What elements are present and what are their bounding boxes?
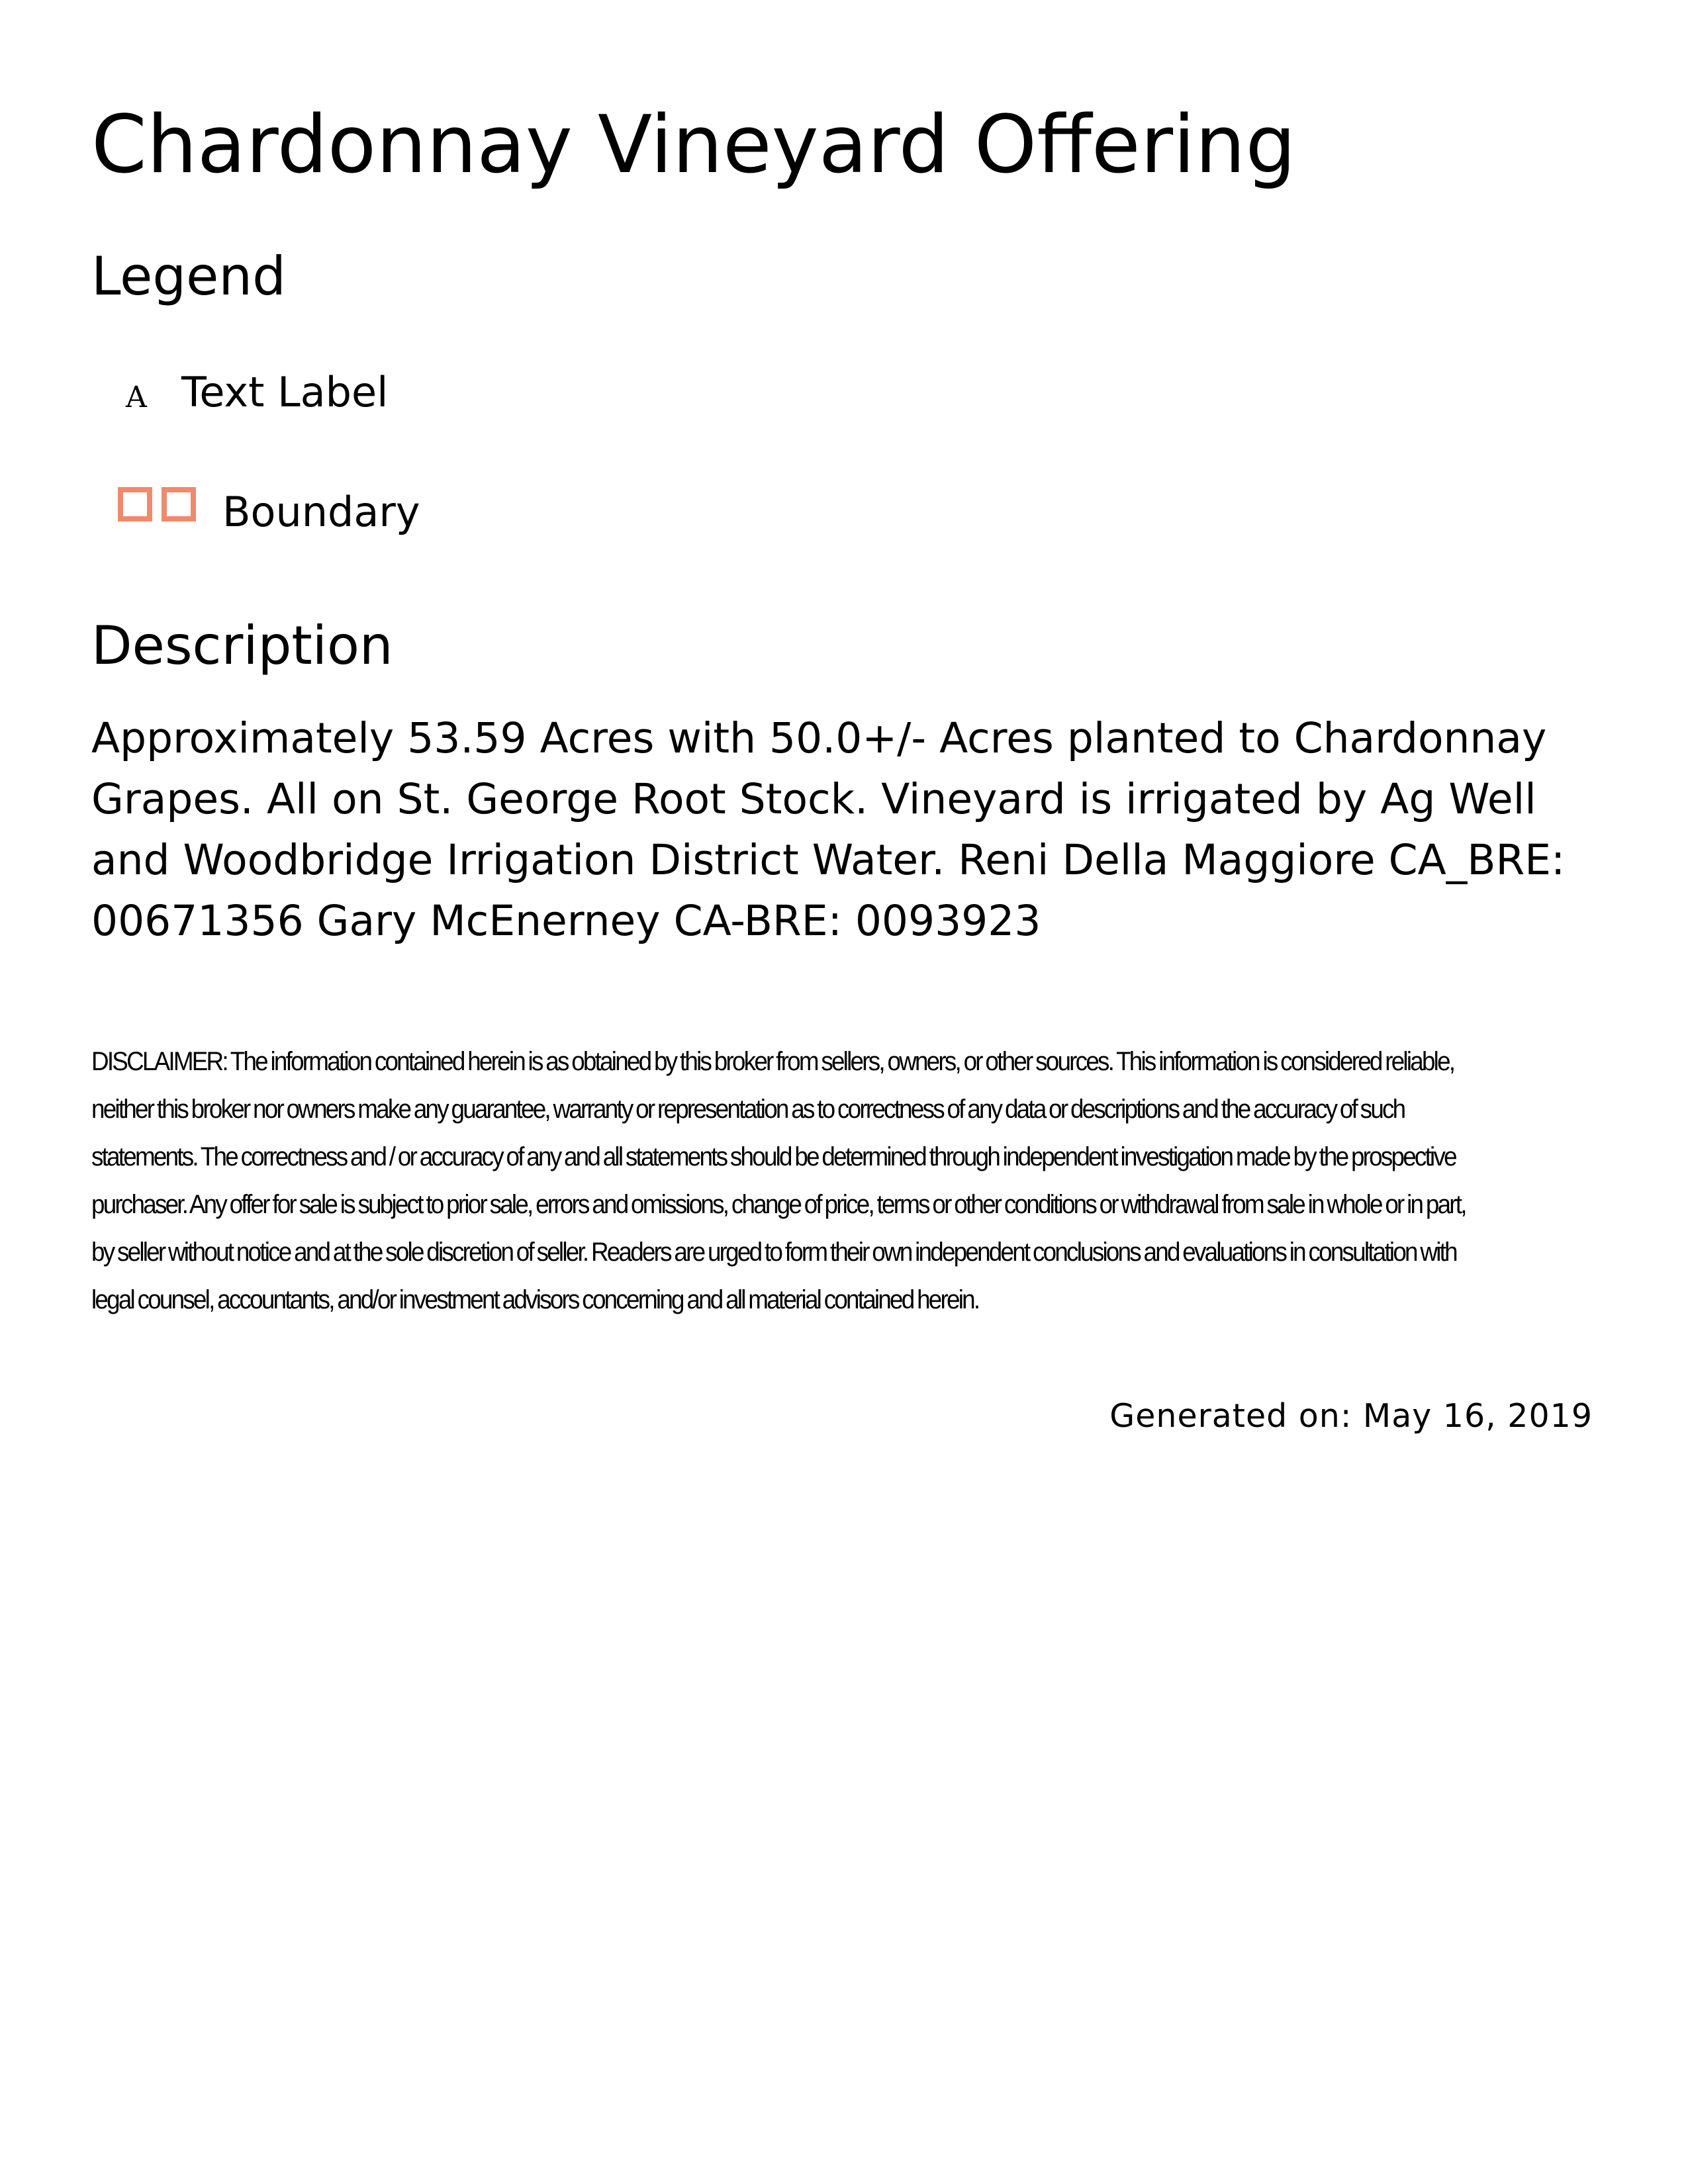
legend-item-label: Text Label: [181, 367, 389, 416]
boundary-square-left: [118, 487, 152, 522]
generated-date: Generated on: May 16, 2019: [1109, 1397, 1593, 1435]
text-label-icon: A: [126, 380, 147, 414]
description-heading: Description: [91, 615, 393, 676]
legend-item-text-label: [126, 365, 388, 418]
boundary-icon: [118, 487, 196, 522]
legend-item-boundary: [118, 478, 420, 536]
legend-heading: Legend: [91, 246, 286, 307]
page-title: Chardonnay Vineyard Offering: [91, 99, 1296, 191]
description-body: Approximately 53.59 Acres with 50.0+/- Acres planted to Chardonnay Grapes. All on St. George Root Stock. Vineyard is irrigated by Ag Well and Woodbridge Irrigation District Water. Reni Della Maggiore CA_BRE: 00671356 Gary McEnerney CA-BRE: 0093923: [91, 714, 1566, 945]
boundary-square-right: [162, 487, 196, 522]
legend-item-label: Boundary: [222, 487, 420, 536]
disclaimer-text: DISCLAIMER: The information contained herein is as obtained by this broker from sellers, owners, or other sources. This information is considered reliable, neither this broker nor owners make any guarantee, warranty or representation as to correctness of any data or descriptions and the accuracy of such statements. The correctness and / or accuracy of any and all statements should be determined through independent investigation made by the prospective purchaser. Any offer for sale is subject to prior sale, errors and omissions, change of price, terms or other conditions or withdrawal from sale in whole or in part, by seller without notice and at the sole discretion of seller. Readers are urged to form their own independent conclusions and evaluations in consultation with legal counsel, accountants, and/or investment advisors concerning and all material contained herein.: [91, 1047, 1466, 1314]
